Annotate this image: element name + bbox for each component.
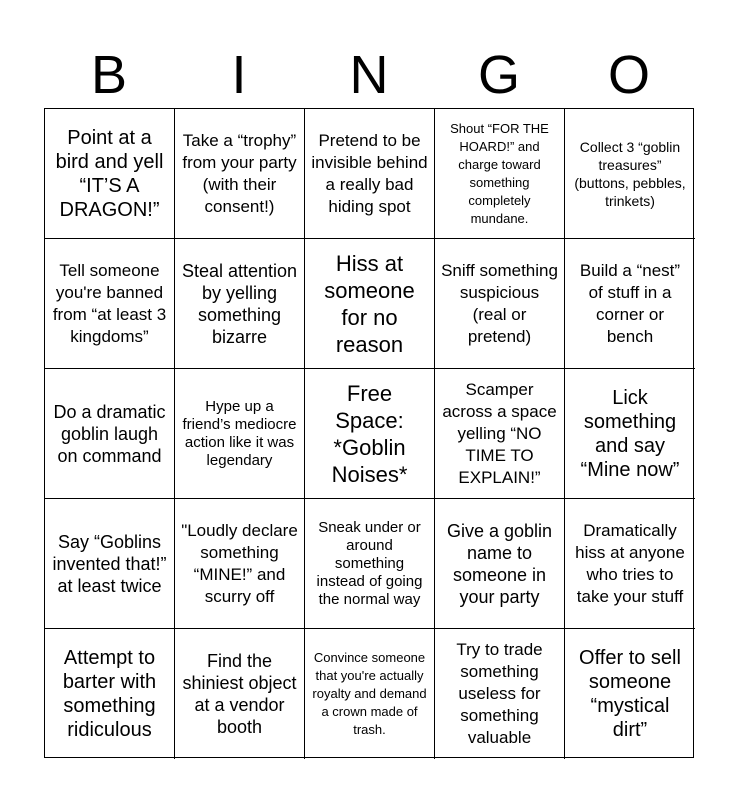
cell-text: Hiss at someone for no reason — [324, 250, 415, 357]
cell-text: Give a goblin name to someone in your party — [446, 520, 553, 607]
bingo-cell[interactable] — [175, 499, 305, 629]
cell-text: Do a dramatic goblin laugh on command — [53, 401, 166, 466]
cell-text: Dramatically hiss at anyone who tries to take your stuff — [575, 520, 685, 606]
bingo-cell[interactable] — [435, 499, 565, 629]
cell-text: Tell someone you're banned from “at least 3 kingdoms” — [52, 260, 167, 346]
cell-text: Collect 3 “goblin treasures” (buttons, pebbles, trinkets) — [574, 138, 686, 209]
cell-text: Offer to sell someone “mystical dirt” — [579, 647, 681, 741]
cell-text: Point at a bird and yell “IT’S A DRAGON!” — [55, 126, 164, 221]
cell-text: Steal attention by yelling something bizarre — [181, 260, 298, 347]
bingo-cell[interactable] — [565, 629, 695, 759]
header-letter-o: O — [607, 45, 650, 105]
cell-text: Lick something and say “Mine now” — [580, 386, 680, 481]
cell-text: Find the shiniest object at a vendor booth — [182, 651, 297, 737]
header-letter-g: G — [477, 45, 520, 105]
cell-text: Shout “FOR THE HOARD!” and charge toward something completely mundane. — [450, 120, 549, 226]
bingo-cell[interactable] — [305, 109, 435, 239]
bingo-cell[interactable] — [45, 629, 175, 759]
cell-text: Pretend to be invisible behind a really bad hiding spot — [311, 130, 428, 216]
bingo-cell[interactable] — [175, 629, 305, 759]
bingo-cell[interactable] — [45, 109, 175, 239]
header-letter-b: B — [90, 45, 128, 105]
bingo-cell[interactable] — [305, 239, 435, 369]
bingo-cell[interactable] — [305, 629, 435, 759]
cell-text: Scamper across a space yelling “NO TIME TO EXPLAIN!” — [442, 379, 557, 487]
cell-text: Free Space: *Goblin Noises* — [331, 380, 408, 487]
cell-text: Hype up a friend’s mediocre action like it was legendary — [182, 397, 297, 469]
cell-text: Say “Goblins invented that!” at least twice — [52, 531, 167, 596]
header-letter-i: I — [231, 45, 247, 105]
bingo-cell[interactable] — [175, 239, 305, 369]
cell-text: Sniff something suspicious (real or pretend) — [441, 260, 558, 346]
bingo-header — [44, 42, 694, 108]
bingo-cell[interactable] — [175, 109, 305, 239]
header-letter-n: N — [349, 45, 389, 105]
bingo-cell[interactable] — [435, 629, 565, 759]
cell-text: Attempt to barter with something ridiculous — [62, 647, 157, 741]
cell-text: Try to trade something useless for something valuable — [456, 640, 543, 747]
bingo-cell[interactable] — [45, 239, 175, 369]
bingo-cell[interactable] — [305, 499, 435, 629]
bingo-cell[interactable] — [565, 369, 695, 499]
bingo-cell[interactable] — [175, 369, 305, 499]
cell-text: "Loudly declare something “MINE!” and scurry off — [181, 520, 298, 606]
cell-text: Convince someone that you're actually royalty and demand a crown made of trash. — [312, 650, 427, 737]
cell-text: Sneak under or around something instead of going the normal way — [316, 518, 423, 608]
cell-text: Take a “trophy” from your party (with their consent!) — [182, 130, 297, 216]
bingo-cell[interactable] — [565, 109, 695, 239]
bingo-cell[interactable] — [45, 369, 175, 499]
bingo-cell[interactable] — [435, 369, 565, 499]
bingo-cell[interactable] — [435, 109, 565, 239]
bingo-cell[interactable] — [435, 239, 565, 369]
bingo-cell free-space[interactable] — [305, 369, 435, 499]
bingo-cell[interactable] — [565, 499, 695, 629]
bingo-cell[interactable] — [565, 239, 695, 369]
cell-text: Build a “nest” of stuff in a corner or bench — [579, 260, 681, 346]
bingo-grid — [44, 108, 694, 758]
bingo-cell[interactable] — [45, 499, 175, 629]
